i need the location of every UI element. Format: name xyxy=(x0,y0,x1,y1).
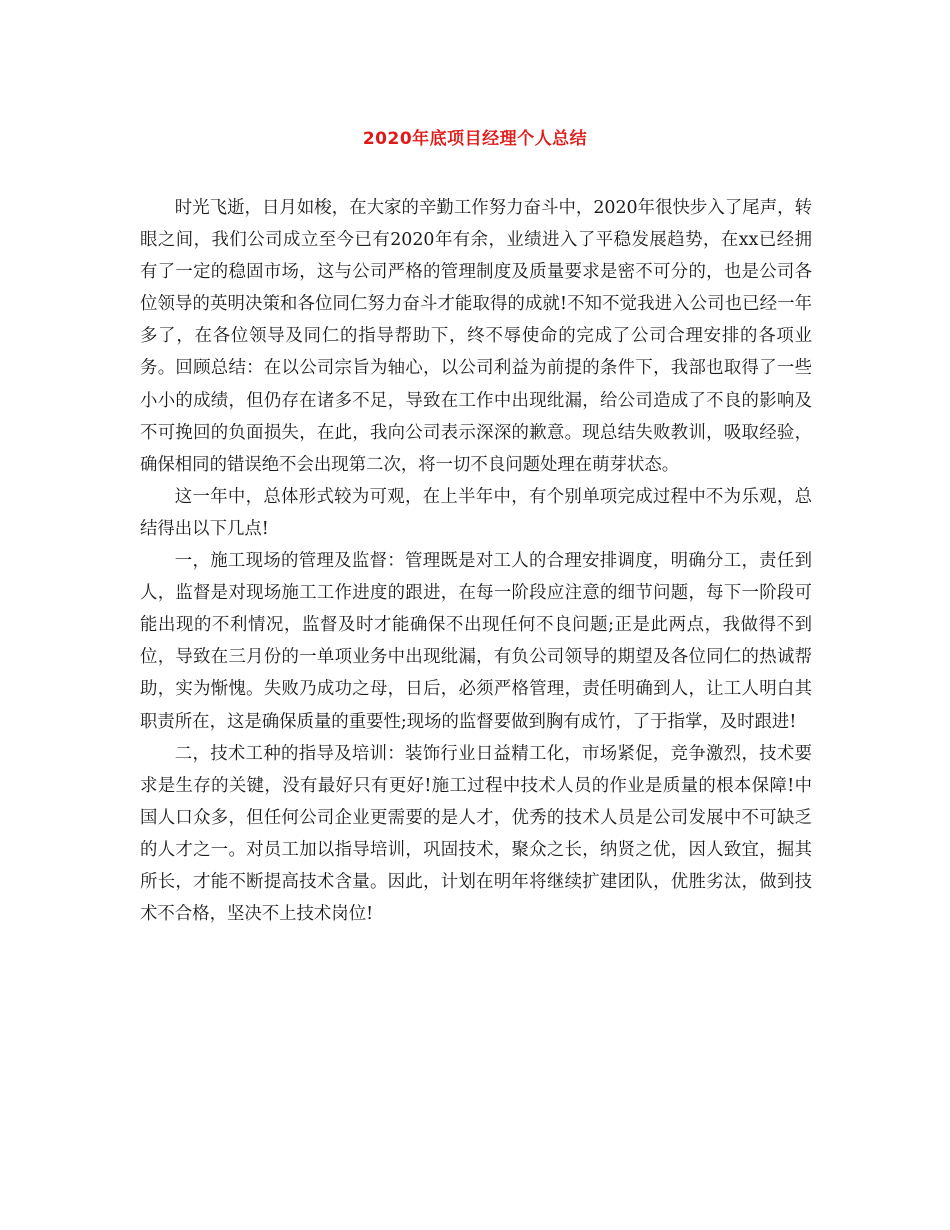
document-title: 2020年底项目经理个人总结 xyxy=(362,129,588,149)
paragraph-technical-training: 二，技术工种的指导及培训：装饰行业日益精工化，市场紧促，竞争激烈，技术要求是生存的关键，没有最好只有更好!施工过程中技术人员的作业是质量的根本保障!中国人口众多，但任何公司企业更需要的是人才，优秀的技术人员是公司发展中不可缺乏的人才之一。对员工加以指导培训，巩固技术，聚众之长，纳贤之优，因人致宜，掘其所长，才能不断提高技术含量。因此，计划在明年将继续扩建团队，优胜劣汰，做到技术不合格，坚决不上技术岗位! xyxy=(140,743,812,925)
document-body xyxy=(140,192,812,930)
paragraph-overview: 这一年中，总体形式较为可观，在上半年中，有个别单项完成过程中不为乐观，总结得出以下几点! xyxy=(140,486,812,539)
paragraph-intro: 时光飞逝，日月如梭，在大家的辛勤工作努力奋斗中，2020年很快步入了尾声，转眼之间，我们公司成立至今已有2020年有余，业绩进入了平稳发展趋势，在xx已经拥有了一定的稳固市场，这与公司严格的管理制度及质量要求是密不可分的，也是公司各位领导的英明决策和各位同仁努力奋斗才能取得的成就!不知不觉我进入公司也已经一年多了，在各位领导及同仁的指导帮助下，终不辱使命的完成了公司合理安排的各项业务。回顾总结：在以公司宗旨为轴心，以公司利益为前提的条件下，我部也取得了一些小小的成绩，但仍存在诸多不足，导致在工作中出现纰漏，给公司造成了不良的影响及不可挽回的负面损失，在此，我向公司表示深深的歉意。现总结失败教训，吸取经验，确保相同的错误绝不会出现第二次，将一切不良问题处理在萌芽状态。 xyxy=(140,198,812,475)
paragraph-site-management: 一，施工现场的管理及监督：管理既是对工人的合理安排调度，明确分工，责任到人，监督是对现场施工工作进度的跟进，在每一阶段应注意的细节问题，每下一阶段可能出现的不利情况，监督及时才能确保不出现任何不良问题;正是此两点，我做得不到位，导致在三月份的一单项业务中出现纰漏，有负公司领导的期望及各位同仁的热诚帮助，实为惭愧。失败乃成功之母，日后，必须严格管理，责任明确到人，让工人明白其职责所在，这是确保质量的重要性;现场的监督要做到胸有成竹，了于指掌，及时跟进! xyxy=(140,551,812,732)
